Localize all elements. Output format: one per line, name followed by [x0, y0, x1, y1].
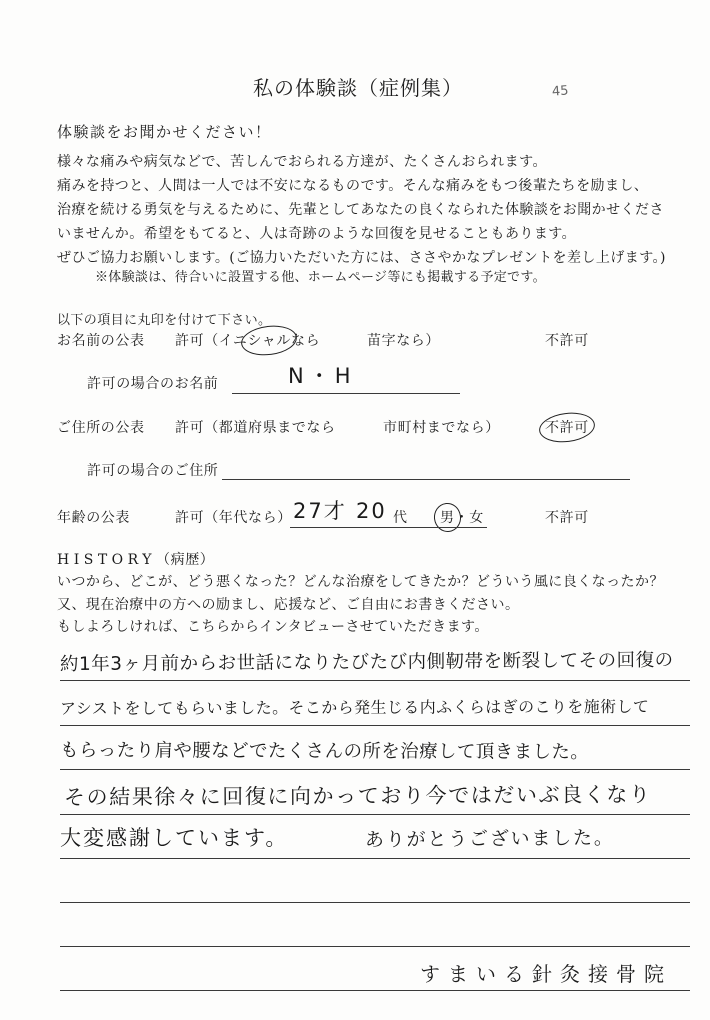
age-deny-option: 不許可 [545, 510, 589, 526]
history-heading [57, 551, 214, 569]
history-answer-line: その結果徐々に回復に向かっており今ではだいぶ良くなり [63, 782, 652, 810]
intro-line: ぜひご協力お願いします。(ご協力いただいた方には、ささやかなプレゼントを差し上げます。) [57, 250, 666, 266]
answer-rule-line [60, 680, 690, 681]
intro-line: 様々な痛みや病気などで、苦しんでおられる方達が、たくさんおられます。 [57, 154, 547, 170]
answer-rule-line [60, 858, 690, 859]
age-underline [290, 527, 487, 528]
page-title: 私の体験談（症例集） [253, 76, 463, 100]
age-decade-unit: 代 [393, 510, 408, 526]
history-answer-line: 約1年3ヶ月前からお世話になりたびたび内側靭帯を断裂してその回復の [59, 649, 674, 676]
intro-line: 痛みを持つと、人間は一人では不安になるものです。そんな痛みをもつ後輩たちを励まし、 [57, 178, 649, 194]
sex-female-text: 女 [469, 510, 484, 526]
history-prompt-line: 又、現在治療中の方への励まし、応援など、ご自由にお書きください。 [57, 596, 520, 613]
intro-heading: 体験談をお聞かせください！ [57, 123, 272, 141]
history-heading-ja: （病歴） [156, 552, 215, 568]
age-disclosure-label: 年齢の公表 [57, 510, 130, 526]
intro-line: 治療を続ける勇気を与えるために、先輩としてあなたの良くなられた体験談をお聞かせくださ [57, 202, 664, 218]
name-value-underline [232, 393, 460, 394]
history-closing-gratitude: ありがとうございました。 [364, 826, 615, 852]
answer-rule-line [60, 902, 690, 903]
age-decade-value: 20 [356, 499, 387, 523]
name-permit-text: 許可（イニ [175, 333, 248, 349]
intro-paragraph [57, 150, 666, 270]
sex-male-circled-text: 男 [440, 510, 455, 526]
address-value-label: 許可の場合のご住所 [87, 463, 219, 479]
name-value: N・H [288, 364, 356, 388]
name-disclosure-label: お名前の公表 [57, 333, 145, 349]
clinic-name: すまいる針灸接骨院 [420, 962, 672, 986]
name-permit-initial-option [175, 332, 320, 350]
address-permit-prefecture-option: 許可（都道府県までなら [175, 420, 336, 436]
name-value-label: 許可の場合のお名前 [87, 376, 219, 392]
answer-rule-line [60, 769, 690, 770]
history-prompt [57, 571, 664, 639]
name-deny-option: 不許可 [545, 333, 589, 349]
history-prompt-line: もしよろしければ、こちらからインタビューさせていただきます。 [57, 619, 489, 635]
address-disclosure-label: ご住所の公表 [57, 420, 145, 436]
intro-note: ※体験談は、待合いに設置する他、ホームページ等にも掲載する予定です。 [95, 270, 546, 285]
history-answer-line: もらったり肩や腰などでたくさんの所を治療して頂きました。 [59, 740, 590, 763]
name-permit-text: なら [290, 333, 321, 349]
form-instruction: 以下の項目に丸印を付けて下さい。 [57, 313, 272, 328]
answer-rule-line [60, 990, 690, 991]
address-deny-circled-text: 不許可 [545, 420, 589, 436]
address-value-underline [222, 479, 630, 480]
age-value: 27才 [293, 499, 347, 523]
history-answer-line: アシストをしてもらいました。そこから発生じる内ふくらはぎのこりを施術して [59, 696, 650, 719]
page-number: 45 [551, 83, 570, 100]
answer-rule-line [60, 725, 690, 726]
history-prompt-line: いつから、どこが、どう悪くなった？どんな治療をしてきたか？どういう風に良くなったか？ [57, 574, 664, 590]
intro-line: いませんか。希望をもてると、人は奇跡のような回復を見せることもあります。 [57, 226, 577, 242]
answer-rule-line [60, 814, 690, 815]
sex-options [440, 509, 484, 527]
name-permit-circled-text: シャル [247, 333, 291, 349]
answer-rule-line [60, 946, 690, 947]
history-heading-en: HISTORY [57, 552, 156, 568]
address-permit-city-option: 市町村までなら） [383, 420, 500, 436]
history-closing-thanks: 大変感謝しています。 [60, 826, 289, 850]
address-deny-option [545, 419, 589, 437]
age-permit-option: 許可（年代なら） [175, 510, 292, 526]
name-permit-surname-option: 苗字なら） [367, 333, 440, 349]
sex-separator: ・ [454, 510, 470, 526]
